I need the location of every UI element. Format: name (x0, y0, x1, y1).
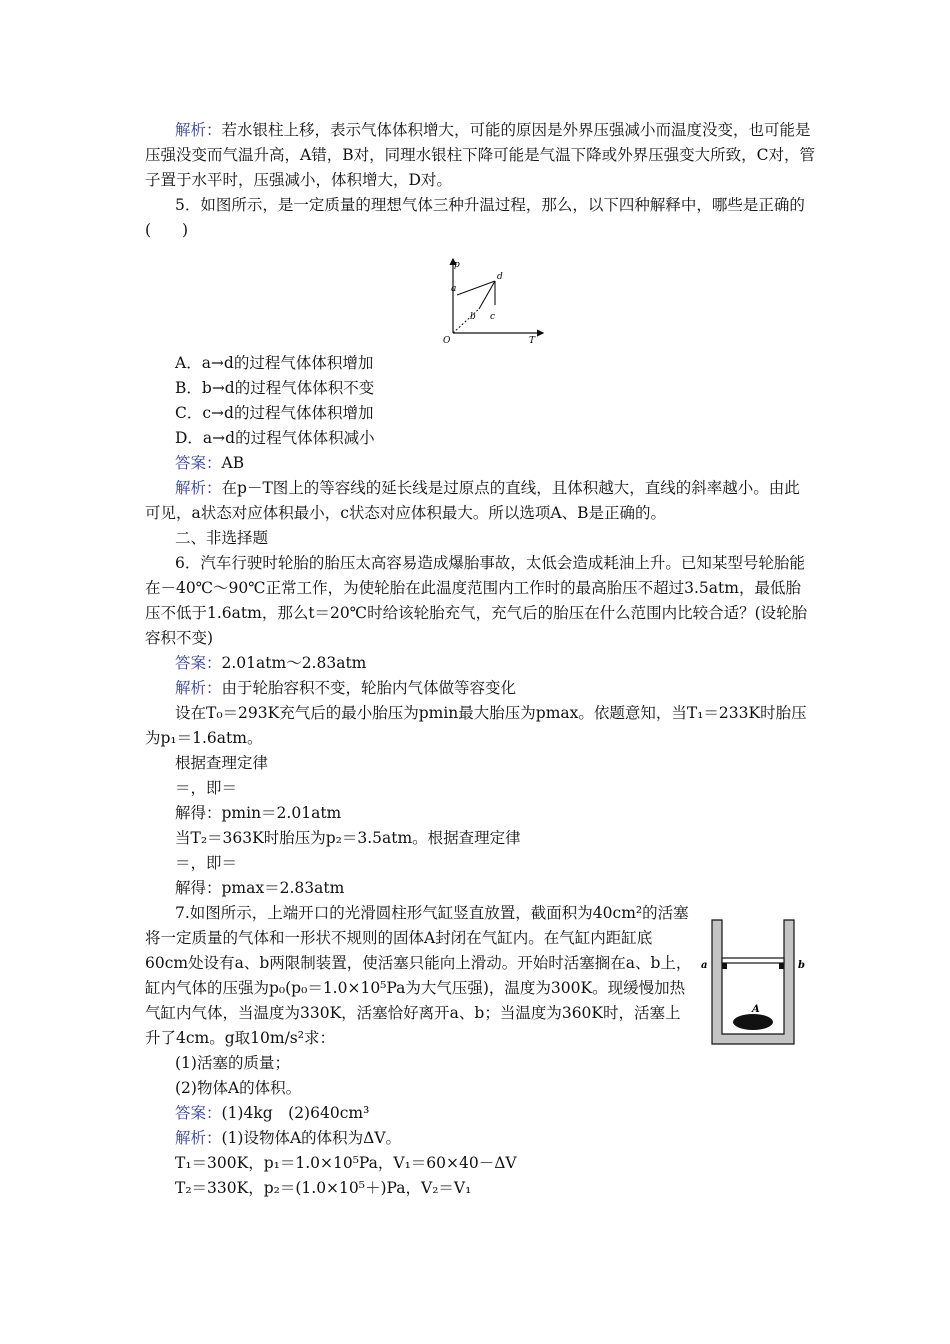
q7-analysis (145, 1126, 815, 1151)
q5-stem: 5．如图所示，是一定质量的理想气体三种升温过程，那么，以下四种解释中，哪些是正确的( ) (145, 196, 805, 239)
q5-answer (145, 451, 815, 476)
label-o: O (443, 336, 451, 345)
q6-line: 当T₂＝363K时胎压为p₂＝3.5atm。根据查理定律 (175, 829, 521, 847)
answer-text: AB (221, 454, 245, 472)
option-c: C．c→d的过程气体体积增加 (175, 404, 374, 422)
q6-line: ＝，即＝ (175, 779, 238, 797)
q5-analysis (145, 476, 815, 526)
q7-part-1: (1)活塞的质量； (175, 1054, 290, 1072)
stop-a (722, 963, 727, 969)
label-t: T (529, 336, 536, 345)
label-d: d (497, 272, 503, 282)
option-b: B．b→d的过程气体体积不变 (175, 379, 375, 397)
q4-analysis (145, 118, 815, 193)
q7-line: T₁＝300K，p₁＝1.0×10⁵Pa，V₁＝60×40－ΔV (175, 1154, 517, 1172)
q6-line: ＝，即＝ (175, 854, 238, 872)
q7-stem: 7.如图所示，上端开口的光滑圆柱形气缸竖直放置，截面积为40cm²的活塞将一定质量的气体和一形状不规则的固体A封闭在气缸内。在气缸内距缸底60cm处设有a、b两限制装置，使活塞只能向上滑动。开始时活塞搁在a、b上，缸内气体的压强为p₀(p₀＝1.0×10⁵Pa为大气压强)，温度为300K。现缓慢加热气缸内气体，当温度为330K，活塞恰好离开a、b；当温度为360K时，活塞上升了4cm。g取10m/s²求： (145, 904, 692, 1047)
q6-line: 解得：pmin＝2.01atm (175, 804, 342, 822)
q6-answer (145, 651, 815, 676)
line-a-d (457, 281, 495, 295)
answer-text: (1)4kg (2)640cm³ (221, 1104, 370, 1122)
q6-analysis (145, 676, 815, 701)
analysis-text: 由于轮胎容积不变，轮胎内气体做等容变化 (221, 679, 517, 697)
answer-text: 2.01atm～2.83atm (221, 654, 367, 672)
q6-line: 设在T₀＝293K充气后的最小胎压为pmin最大胎压为pmax。依题意知，当T₁＝233K时胎压为p₁＝1.6atm。 (145, 704, 807, 747)
label-a: a (701, 960, 708, 971)
line-b-d (479, 281, 495, 309)
analysis-label: 解析： (175, 679, 222, 697)
analysis-text: (1)设物体A的体积为ΔV。 (221, 1129, 402, 1147)
answer-label: 答案： (175, 1104, 222, 1122)
analysis-label: 解析： (175, 121, 222, 139)
piston (722, 958, 784, 963)
label-p: p (454, 260, 460, 270)
q6-line: 根据查理定律 (175, 754, 269, 772)
analysis-text: 在p－T图上的等容线的延长线是过原点的直线，且体积越大，直线的斜率越小。由此可见，a状态对应体积最小，c状态对应体积最大。所以选项A、B是正确的。 (145, 479, 800, 522)
pt-graph-figure (433, 255, 548, 345)
q7-answer (145, 1101, 815, 1126)
q7-line: T₂＝330K，p₂＝(1.0×10⁵＋)Pa，V₂＝V₁ (175, 1179, 472, 1197)
q7-part-2: (2)物体A的体积。 (175, 1079, 302, 1097)
q6-line: 解得：pmax＝2.83atm (175, 879, 345, 897)
q6-stem: 6．汽车行驶时轮胎的胎压太高容易造成爆胎事故，太低会造成耗油上升。已知某型号轮胎能在－40℃～90℃正常工作，为使轮胎在此温度范围内工作时的最高胎压不超过3.5atm，最低胎压不低于1.6atm，那么t＝20℃时给该轮胎充气，充气后的胎压在什么范围内比较合适？(设轮胎容积不变) (145, 554, 808, 647)
label-big-a: A (752, 1004, 760, 1015)
answer-label: 答案： (175, 654, 222, 672)
analysis-label: 解析： (175, 1129, 222, 1147)
analysis-text: 若水银柱上移，表示气体体积增大，可能的原因是外界压强减小而温度没变，也可能是压强没变而气温升高，A错，B对，同理水银柱下降可能是气温下降或外界压强变大所致，C对，管子置于水平时，压强减小，体积增大，D对。 (145, 121, 815, 189)
label-b: b (798, 960, 805, 971)
option-d: D．a→d的过程气体体积减小 (175, 429, 375, 447)
answer-label: 答案： (175, 454, 222, 472)
label-a: a (451, 284, 457, 294)
analysis-label: 解析： (175, 479, 222, 497)
stop-b (779, 963, 784, 969)
section-heading: 二、非选择题 (175, 529, 269, 547)
label-c: c (490, 312, 496, 322)
label-b: b (470, 312, 476, 322)
option-a: A．a→d的过程气体体积增加 (175, 354, 374, 372)
cylinder-figure (700, 914, 815, 1050)
solid-a (733, 1014, 773, 1030)
